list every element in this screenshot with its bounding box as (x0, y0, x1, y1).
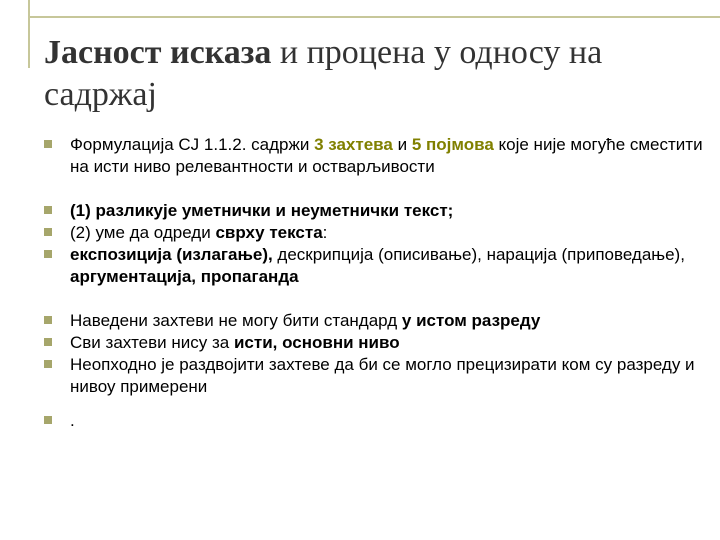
bullet-item-5 (44, 310, 704, 332)
bullet-1-text-and: и (392, 135, 412, 154)
square-bullet-icon (44, 250, 52, 258)
title-regular-part: и процена у односу на садржај (44, 34, 603, 113)
bullet-5-text: Наведени захтеви не могу бити стандард (70, 311, 402, 330)
bullet-5-bold: у истом разреду (401, 311, 541, 330)
bullet-item-4 (44, 244, 704, 288)
frame-vertical-line (28, 0, 30, 68)
square-bullet-icon (44, 416, 52, 424)
slide-title (44, 32, 704, 116)
title-bold-part: Јасност исказа (44, 34, 272, 71)
frame-horizontal-line (28, 16, 720, 18)
bullet-1-highlight-concepts: 5 појмова (411, 135, 494, 154)
bullet-3-text: (2) уме да одреди (70, 223, 216, 242)
bullet-1-text-end: које није могуће сместити на исти ниво релевантности и остварљивости (70, 135, 703, 176)
bullet-7-text: Неопходно је раздвојити захтеве да би се могло прецизирати ком су разреду и нивоу примерени (70, 355, 695, 396)
bullet-list (44, 134, 704, 432)
square-bullet-icon (44, 140, 52, 148)
bullet-6-text: Сви захтеви нису за (70, 333, 234, 352)
bullet-4-bold-end: аргументација, пропаганда (70, 267, 299, 286)
bullet-1-highlight-requirements: 3 захтева (314, 135, 393, 154)
square-bullet-icon (44, 206, 52, 214)
bullet-2-text: (1) разликује уметнички и неуметнички текст; (70, 201, 454, 220)
bullet-6-bold: исти, основни ниво (233, 333, 400, 352)
square-bullet-icon (44, 316, 52, 324)
square-bullet-icon (44, 338, 52, 346)
square-bullet-icon (44, 228, 52, 236)
bullet-item-6 (44, 332, 704, 354)
bullet-item-1 (44, 134, 704, 178)
bullet-4-text: дескрипција (описивање), нарација (приповедање), (272, 245, 685, 264)
square-bullet-icon (44, 360, 52, 368)
bullet-item-7 (44, 354, 704, 398)
bullet-item-3 (44, 222, 704, 244)
bullet-item-8 (44, 410, 704, 432)
bullet-3-colon: : (322, 223, 328, 242)
bullet-1-text: Формулација CJ 1.1.2. садржи (70, 135, 315, 154)
bullet-4-bold-start: експозиција (излагање), (70, 245, 273, 264)
bullet-item-2 (44, 200, 704, 222)
bullet-3-bold: сврху текста (215, 223, 323, 242)
bullet-8-text: . (70, 411, 75, 430)
